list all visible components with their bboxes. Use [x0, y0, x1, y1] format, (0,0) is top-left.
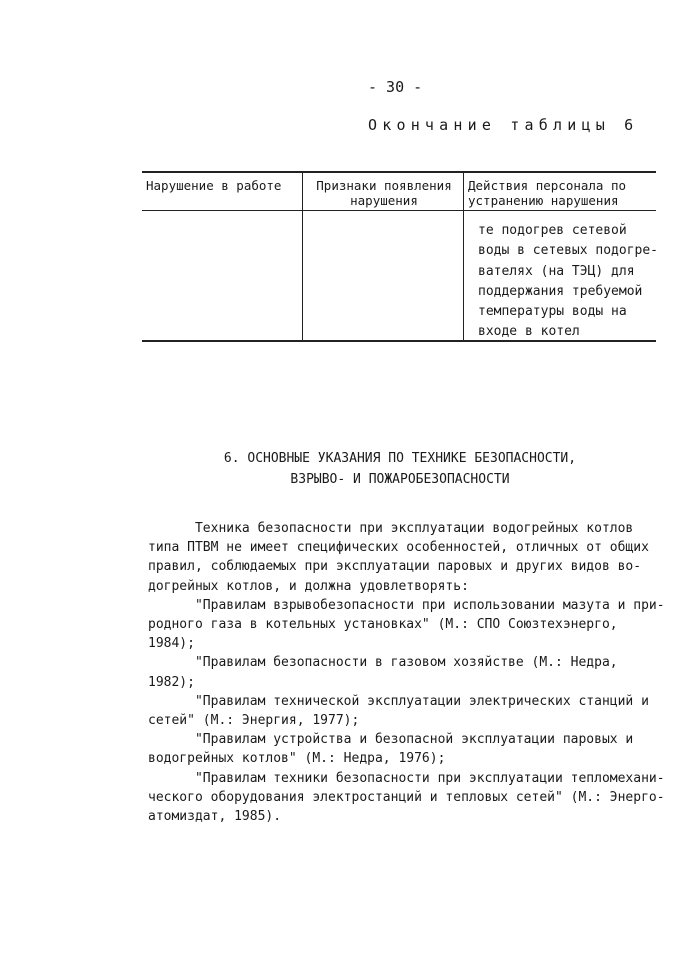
body-line: атомиздат, 1985). — [148, 809, 282, 825]
page-number: - 30 - — [368, 78, 423, 96]
section-body — [148, 519, 665, 826]
table-column-divider — [302, 173, 303, 340]
heading-line: 6. ОСНОВНЫЕ УКАЗАНИЯ ПО ТЕХНИКЕ БЕЗОПАСНОСТИ, — [223, 451, 577, 466]
body-line: 1984); — [148, 636, 195, 652]
body-line: "Правилам техники безопасности при эксплуатации тепломехани- — [148, 770, 665, 786]
table-header-actions — [468, 178, 626, 208]
cell-line: входе в котел — [478, 324, 580, 340]
cell-line: температуры воды на — [478, 304, 627, 320]
body-line: родного газа в котельных установках" (М.: СПО Союзтехэнерго, — [148, 617, 618, 633]
body-line: "Правилам технической эксплуатации электрических станций и — [148, 693, 649, 709]
body-line: водогрейных котлов" (М.: Недра, 1976); — [148, 751, 446, 767]
body-line: "Правилам взрывобезопасности при использовании мазута и при- — [148, 597, 665, 613]
body-line: правил, соблюдаемых при эксплуатации паровых и других видов во- — [148, 559, 642, 575]
cell-line: воды в сетевых подогре- — [478, 243, 659, 259]
table-top-rule — [142, 171, 656, 173]
table-header-violation — [146, 178, 281, 193]
body-line: "Правилам безопасности в газовом хозяйстве (М.: Недра, — [148, 655, 618, 671]
body-line: "Правилам устройства и безопасной эксплуатации паровых и — [148, 732, 634, 748]
body-line: сетей" (М.: Энергия, 1977); — [148, 713, 360, 729]
table-cell-actions — [478, 221, 658, 343]
body-line: типа ПТВМ не имеет специфических особенностей, отличных от общих — [148, 540, 649, 556]
body-line: 1982); — [148, 674, 195, 690]
body-line: догрейных котлов, и должна удовлетворять: — [148, 578, 469, 594]
table-header-rule — [142, 210, 656, 211]
section-heading — [120, 448, 680, 490]
header-line: Признаки появления — [316, 178, 452, 193]
table-caption: Окончание таблицы 6 — [368, 116, 639, 134]
body-line: Техника безопасности при эксплуатации водогрейных котлов — [148, 521, 634, 536]
header-line: нарушения — [350, 193, 418, 208]
cell-line: вателях (на ТЭЦ) для — [478, 263, 635, 279]
header-line: Нарушение в работе — [146, 178, 282, 193]
table-header-signs — [308, 178, 460, 208]
cell-line: те подогрев сетевой — [478, 223, 627, 238]
header-line: Действия персонала по — [468, 178, 627, 193]
table-column-divider — [463, 173, 464, 340]
header-line: устранению нарушения — [468, 193, 619, 208]
body-line: ческого оборудования электростанций и тепловых сетей" (М.: Энерго- — [148, 789, 665, 805]
cell-line: поддержания требуемой — [478, 283, 643, 299]
heading-line: ВЗРЫВО- И ПОЖАРОБЕЗОПАСНОСТИ — [290, 472, 510, 487]
